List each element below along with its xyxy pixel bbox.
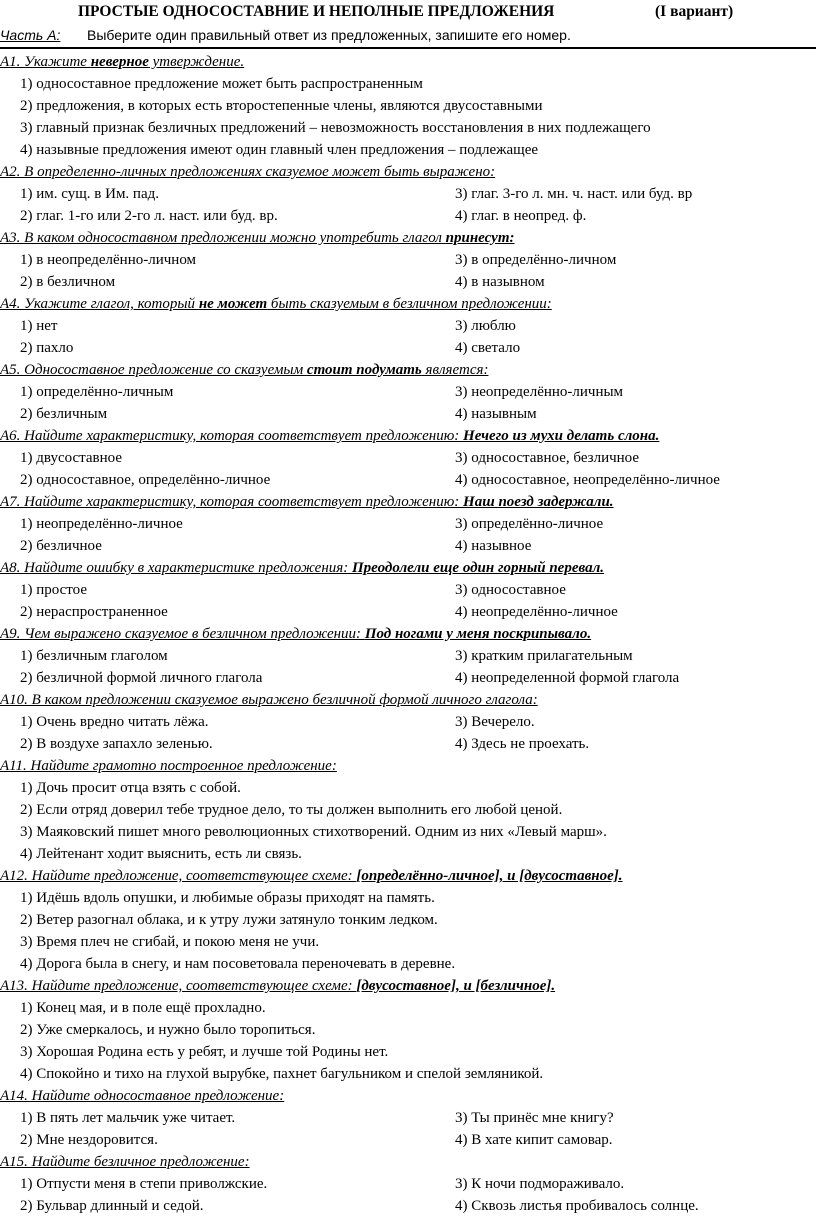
answer-option: 4) Здесь не проехать. bbox=[455, 736, 590, 752]
part-label: Часть А: bbox=[0, 27, 61, 43]
answer-option: 4) Дорога была в снегу, и нам посоветовала переночевать в деревне. bbox=[20, 956, 456, 972]
answer-option: 1) неопределённо-личное bbox=[20, 516, 183, 532]
question-emphasis: Под ногами у меня поскрипывало. bbox=[364, 626, 592, 642]
answer-option: 4) неопределённо-личное bbox=[455, 604, 618, 620]
answer-option: 3) в определённо-личном bbox=[455, 252, 617, 268]
question-emphasis: Наш поезд задержали. bbox=[463, 494, 614, 510]
variant-label: (I вариант) bbox=[655, 3, 734, 20]
question-text: А4. Укажите глагол, который bbox=[0, 296, 199, 312]
question-15 bbox=[0, 1151, 816, 1173]
answer-option: 4) назывные предложения имеют один главный член предложения – подлежащее bbox=[20, 142, 539, 158]
answer-option: 3) Ты принёс мне книгу? bbox=[455, 1110, 614, 1126]
question-7 bbox=[0, 491, 816, 513]
question-text: является: bbox=[421, 362, 489, 378]
answer-option: 4) глаг. в неопред. ф. bbox=[455, 208, 587, 224]
question-text: А7. Найдите характеристику, которая соответствует предложению: bbox=[0, 494, 464, 510]
question-5 bbox=[0, 359, 816, 381]
question-13 bbox=[0, 975, 816, 997]
answer-option: 4) светало bbox=[455, 340, 521, 356]
question-emphasis: стоит подумать bbox=[306, 362, 422, 378]
answer-option: 2) безличным bbox=[20, 406, 108, 422]
answer-option: 1) нет bbox=[20, 318, 58, 334]
question-emphasis: [двусоставное], и [безличное]. bbox=[356, 978, 556, 994]
question-emphasis: не может bbox=[198, 296, 268, 312]
answer-option: 1) Дочь просит отца взять с собой. bbox=[20, 780, 241, 796]
question-text: А11. Найдите грамотно построенное предложение: bbox=[0, 758, 337, 774]
question-text: А1. Укажите bbox=[0, 54, 91, 70]
answer-option: 4) в назывном bbox=[455, 274, 545, 290]
answer-option: 3) неопределённо-личным bbox=[455, 384, 624, 400]
question-emphasis: принесут: bbox=[445, 230, 515, 246]
answer-option: 2) безличной формой личного глагола bbox=[20, 670, 263, 686]
question-11 bbox=[0, 755, 816, 777]
answer-option: 2) в безличном bbox=[20, 274, 116, 290]
answer-option: 1) В пять лет мальчик уже читает. bbox=[20, 1110, 236, 1126]
answer-option: 2) Уже смеркалось, и нужно было торопиться. bbox=[20, 1022, 316, 1038]
question-3 bbox=[0, 227, 816, 249]
answer-option: 3) Хорошая Родина есть у ребят, и лучше той Родины нет. bbox=[20, 1044, 389, 1060]
answer-option: 2) односоставное, определённо-личное bbox=[20, 472, 271, 488]
question-emphasis: неверное bbox=[90, 54, 149, 70]
question-emphasis: Нечего из мухи делать слона. bbox=[463, 428, 660, 444]
question-list bbox=[0, 51, 816, 1217]
question-10 bbox=[0, 689, 816, 711]
question-text: А6. Найдите характеристику, которая соответствует предложению: bbox=[0, 428, 464, 444]
answer-option: 2) безличное bbox=[20, 538, 102, 554]
answer-option: 2) Ветер разогнал облака, и к утру лужи затянуло тонким ледком. bbox=[20, 912, 438, 928]
answer-option: 1) им. сущ. в Им. пад. bbox=[20, 186, 159, 202]
answer-option: 3) глаг. 3-го л. мн. ч. наст. или буд. вр bbox=[455, 186, 693, 202]
answer-option: 1) Отпусти меня в степи приволжские. bbox=[20, 1176, 268, 1192]
answer-option: 4) В хате кипит самовар. bbox=[455, 1132, 613, 1148]
question-text: утверждение. bbox=[148, 54, 245, 70]
question-text: А10. В каком предложении сказуемое выражено безличной формой личного глагола: bbox=[0, 692, 538, 708]
divider bbox=[0, 47, 816, 49]
question-text: быть сказуемым в безличном предложении: bbox=[267, 296, 552, 312]
answer-option: 1) простое bbox=[20, 582, 88, 598]
answer-option: 3) Время плеч не сгибай, и покою меня не учи. bbox=[20, 934, 320, 950]
page-title: ПРОСТЫЕ ОДНОСОСТАВНИЕ И НЕПОЛНЫЕ ПРЕДЛОЖЕНИЯ bbox=[78, 3, 555, 20]
answer-option: 4) Сквозь листья пробивалось солнце. bbox=[455, 1198, 699, 1214]
question-text: А12. Найдите предложение, соответствующее схеме: bbox=[0, 868, 357, 884]
answer-option: 3) Вечерело. bbox=[455, 714, 535, 730]
answer-option: 1) в неопределённо-личном bbox=[20, 252, 197, 268]
answer-option: 2) предложения, в которых есть второстепенные члены, являются двусоставными bbox=[20, 98, 543, 114]
answer-option: 3) Маяковский пишет много революционных стихотворений. Одним из них «Левый марш». bbox=[20, 824, 607, 840]
answer-option: 3) К ночи подмораживало. bbox=[455, 1176, 625, 1192]
answer-option: 4) односоставное, неопределённо-личное bbox=[455, 472, 720, 488]
question-text: А3. В каком односоставном предложении можно употребить глагол bbox=[0, 230, 446, 246]
question-emphasis: [определённо-личное], и [двусоставное]. bbox=[356, 868, 623, 884]
question-text: А15. Найдите безличное предложение: bbox=[0, 1154, 250, 1170]
answer-option: 3) люблю bbox=[455, 318, 516, 334]
question-text: А13. Найдите предложение, соответствующее схеме: bbox=[0, 978, 357, 994]
question-text: А14. Найдите односоставное предложение: bbox=[0, 1088, 285, 1104]
answer-option: 1) односоставное предложение может быть распространенным bbox=[20, 76, 423, 92]
question-4 bbox=[0, 293, 816, 315]
part-instruction: Выберите один правильный ответ из предложенных, запишите его номер. bbox=[87, 27, 571, 43]
question-emphasis: Преодолели еще один горный перевал. bbox=[351, 560, 605, 576]
page-header bbox=[0, 0, 816, 22]
question-9 bbox=[0, 623, 816, 645]
answer-option: 1) Конец мая, и в поле ещё прохладно. bbox=[20, 1000, 266, 1016]
answer-option: 4) Лейтенант ходит выяснить, есть ли связь. bbox=[20, 846, 302, 862]
answer-option: 3) односоставное bbox=[455, 582, 566, 598]
question-text: А2. В определенно-личных предложениях сказуемое может быть выражено: bbox=[0, 164, 496, 180]
answer-option: 3) главный признак безличных предложений – невозможность восстановления в них подлежащего bbox=[20, 120, 651, 136]
answer-option: 2) Если отряд доверил тебе трудное дело, то ты должен выполнить его любой ценой. bbox=[20, 802, 563, 818]
question-6 bbox=[0, 425, 816, 447]
answer-option: 3) кратким прилагательным bbox=[455, 648, 633, 664]
question-1 bbox=[0, 51, 816, 73]
question-12 bbox=[0, 865, 816, 887]
answer-option: 2) Мне нездоровится. bbox=[20, 1132, 158, 1148]
answer-option: 3) определённо-личное bbox=[455, 516, 604, 532]
question-text: А5. Односоставное предложение со сказуемым bbox=[0, 362, 307, 378]
answer-option: 2) нераспространенное bbox=[20, 604, 168, 620]
question-text: А8. Найдите ошибку в характеристике предложения: bbox=[0, 560, 352, 576]
answer-option: 2) В воздухе запахло зеленью. bbox=[20, 736, 213, 752]
answer-option: 2) Бульвар длинный и седой. bbox=[20, 1198, 204, 1214]
answer-option: 4) Спокойно и тихо на глухой вырубке, пахнет багульником и спелой земляникой. bbox=[20, 1066, 544, 1082]
answer-option: 4) назывное bbox=[455, 538, 532, 554]
answer-option: 1) определённо-личным bbox=[20, 384, 174, 400]
question-14 bbox=[0, 1085, 816, 1107]
answer-option: 1) Очень вредно читать лёжа. bbox=[20, 714, 209, 730]
answer-option: 4) назывным bbox=[455, 406, 537, 422]
answer-option: 3) односоставное, безличное bbox=[455, 450, 640, 466]
question-2 bbox=[0, 161, 816, 183]
answer-option: 1) двусоставное bbox=[20, 450, 122, 466]
answer-option: 2) пахло bbox=[20, 340, 74, 356]
answer-option: 1) безличным глаголом bbox=[20, 648, 168, 664]
question-text: А9. Чем выражено сказуемое в безличном предложении: bbox=[0, 626, 365, 642]
answer-option: 1) Идёшь вдоль опушки, и любимые образы приходят на память. bbox=[20, 890, 435, 906]
part-header bbox=[0, 22, 816, 46]
answer-option: 4) неопределенной формой глагола bbox=[455, 670, 680, 686]
question-8 bbox=[0, 557, 816, 579]
answer-option: 2) глаг. 1-го или 2-го л. наст. или буд. вр. bbox=[20, 208, 278, 224]
